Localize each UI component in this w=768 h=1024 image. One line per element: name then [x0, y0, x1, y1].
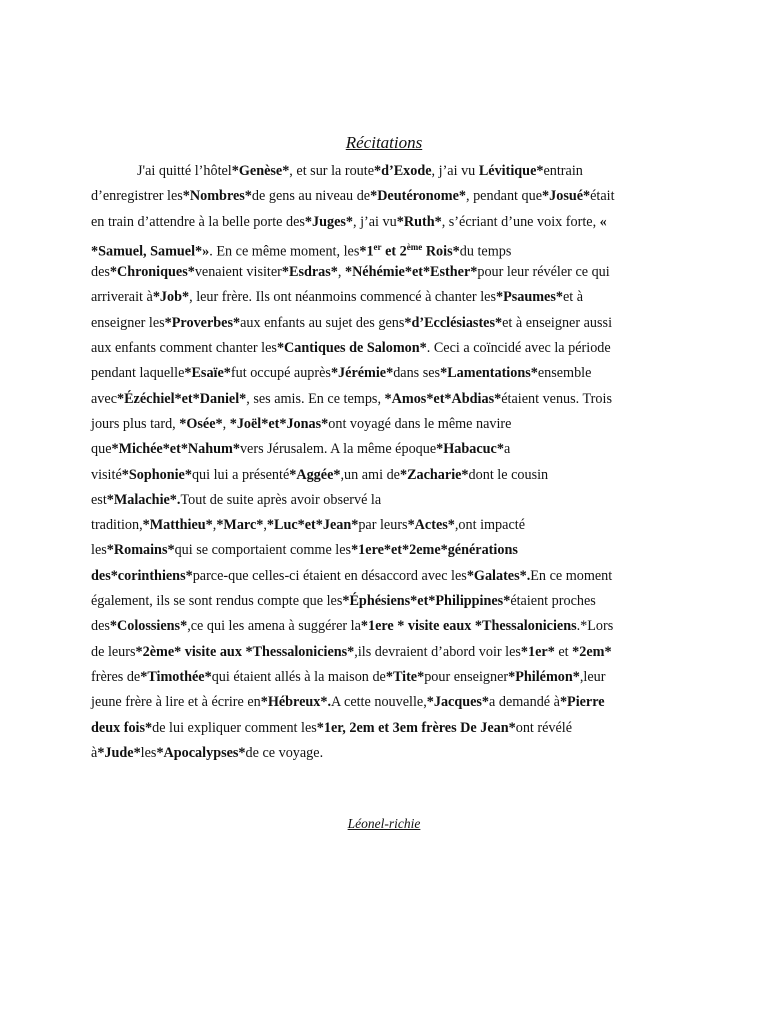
text-line: [91, 564, 663, 589]
text-run: pendant laquelle: [91, 365, 185, 382]
bold-text: *Apocalypses*: [156, 744, 246, 761]
bold-text: *Esaïe*: [184, 365, 231, 382]
text-run: en train d’attendre à la belle porte des: [91, 213, 305, 230]
bold-text: *Esdras*: [281, 264, 338, 281]
bold-text: «: [599, 213, 607, 230]
bold-text: *Malachie*.: [106, 491, 181, 508]
text-run: à: [91, 744, 98, 761]
bold-text: *Néhémie*et*Esther*: [344, 264, 478, 281]
bold-text: *Ruth*: [396, 213, 442, 230]
bold-text: *1ere * visite eaux *Thessaloniciens: [360, 618, 577, 635]
text-run: dans ses: [393, 365, 441, 382]
text-run: de lui expliquer comment les: [152, 719, 317, 736]
text-run: venaient visiter: [194, 264, 282, 281]
text-run: tradition,: [91, 517, 143, 534]
text-run: , j’ai vu: [431, 163, 479, 179]
text-run: .*Lors: [576, 618, 614, 635]
text-run: de leurs: [91, 643, 136, 660]
text-run: pour leur révéler ce qui: [477, 264, 610, 281]
bold-text: *Deutéronome*: [370, 188, 466, 205]
text-run: des: [91, 618, 110, 635]
text-run: fut occupé auprès: [230, 365, 331, 382]
bold-text: *Joël*et*Jonas*: [229, 415, 329, 432]
text-run: ,: [337, 264, 345, 281]
text-run: J'ai quitté l’hôtel: [137, 163, 232, 179]
text-run: ,: [263, 517, 267, 534]
text-line: [91, 463, 663, 488]
text-run: pour enseigner: [424, 668, 509, 685]
text-run: visité: [91, 466, 122, 483]
text-run: a: [503, 441, 511, 458]
text-run: ,un ami de: [340, 466, 400, 483]
bold-text: *Ézéchiel*et*Daniel*: [117, 390, 247, 407]
bold-text: *Amos*et*Abdias*: [384, 390, 502, 407]
text-run: ,: [222, 415, 230, 432]
bold-text: *Luc*et*Jean*: [266, 517, 359, 534]
bold-text: *Michée*et*Nahum*: [111, 441, 240, 458]
text-line: [91, 184, 663, 209]
text-run: ont voyagé dans le même navire: [328, 415, 512, 432]
text-run: , leur frère. Ils ont néanmoins commencé à chanter les: [189, 289, 496, 306]
bold-text: *Pierre: [559, 694, 605, 711]
text-run: qui étaient allés à la maison de: [211, 668, 386, 685]
bold-text: *d’Exode: [374, 163, 432, 179]
text-run: arriverait à: [91, 289, 153, 306]
text-run: , et sur la route: [289, 163, 374, 179]
bold-text: des*corinthiens*: [91, 567, 193, 584]
text-line: [91, 665, 663, 690]
bold-text: *Genèse*: [231, 163, 290, 179]
text-run: avec: [91, 390, 117, 407]
text-run: jeune frère à lire et à écrire en: [91, 694, 261, 711]
text-run: est: [91, 491, 107, 508]
text-line: [91, 235, 663, 260]
text-line: [91, 741, 663, 766]
bold-text: *Philémon*: [508, 668, 580, 685]
bold-text: *Juges*: [304, 213, 353, 230]
text-run: et: [554, 643, 573, 660]
text-line: [91, 336, 663, 361]
bold-text: *Samuel, Samuel*»: [91, 243, 210, 260]
bold-text: *2em*: [572, 643, 612, 660]
text-line: [91, 159, 663, 184]
text-run: et à: [562, 289, 584, 306]
text-run: également, ils se sont rendus compte que les: [91, 593, 343, 610]
text-line: [91, 437, 663, 462]
document-title: Récitations: [345, 133, 423, 152]
text-run: aux enfants au sujet des gens: [240, 314, 405, 331]
bold-text: Rois*: [422, 243, 460, 260]
text-run: des: [91, 264, 110, 281]
text-run: Tout de suite après avoir observé la: [180, 491, 382, 508]
bold-text: Lévitique*: [478, 163, 544, 179]
bold-text: *Romains*: [106, 542, 175, 559]
text-run: ,leur: [579, 668, 606, 685]
bold-text: *Psaumes*: [495, 289, 563, 306]
text-run: ont révélé: [515, 719, 573, 736]
bold-text: *Zacharie*: [399, 466, 469, 483]
text-run: ensemble: [537, 365, 592, 382]
text-run: jours plus tard,: [91, 415, 180, 432]
bold-text: *Hébreux*.: [260, 694, 332, 711]
bold-text: *Nombres*: [182, 188, 252, 205]
bold-text: *Sophonie*: [121, 466, 192, 483]
text-run: de gens au niveau de: [251, 188, 371, 205]
text-line: [91, 640, 663, 665]
bold-text: *Marc*: [216, 517, 264, 534]
bold-text: *Colossiens*: [109, 618, 188, 635]
text-run: les: [140, 744, 157, 761]
bold-text: ème: [406, 241, 423, 252]
text-run: En ce moment: [530, 567, 613, 584]
bold-text: *Tite*: [385, 668, 425, 685]
bold-text: *Éphésiens*et*Philippines*: [342, 593, 511, 610]
document-body: [91, 159, 663, 766]
text-run: du temps: [459, 243, 512, 260]
text-run: , pendant que: [465, 188, 543, 205]
text-run: , j’ai vu: [353, 213, 397, 230]
bold-text: *Job*: [152, 289, 190, 306]
bold-text: *Actes*: [407, 517, 455, 534]
bold-text: *Matthieu*: [142, 517, 213, 534]
text-run: ,ce qui les amena à suggérer la: [187, 618, 361, 635]
text-run: . En ce même moment, les: [209, 243, 360, 260]
bold-text: er: [373, 241, 382, 252]
text-run: les: [91, 542, 107, 559]
text-line: [91, 614, 663, 639]
text-run: aux enfants comment chanter les: [91, 340, 277, 357]
text-line: [91, 716, 663, 741]
text-run: , s’écriant d’une voix forte,: [441, 213, 600, 230]
text-run: qui se comportaient comme les: [174, 542, 352, 559]
signature: Léonel-richie: [347, 816, 421, 831]
text-line: [91, 589, 663, 614]
bold-text: *Jérémie*: [330, 365, 394, 382]
text-run: . Ceci a coïncidé avec la période: [426, 340, 611, 357]
text-run: A cette nouvelle,: [331, 694, 427, 711]
text-line: [91, 538, 663, 563]
bold-text: *Josué*: [542, 188, 591, 205]
text-run: ,: [212, 517, 217, 534]
text-run: d’enregistrer les: [91, 188, 183, 205]
bold-text: *d’Ecclésiastes*: [404, 314, 503, 331]
bold-text: deux fois*: [91, 719, 153, 736]
text-run: dont le cousin: [468, 466, 549, 483]
bold-text: *1er, 2em et 3em frères De Jean*: [316, 719, 516, 736]
bold-text: *Aggée*: [289, 466, 341, 483]
text-line: [91, 361, 663, 386]
bold-text: *Habacuc*: [436, 441, 504, 458]
text-run: était: [590, 188, 615, 205]
text-run: étaient proches: [510, 593, 596, 610]
text-line: [91, 260, 663, 285]
text-run: ,ont impacté: [454, 517, 525, 534]
bold-text: *Osée*: [179, 415, 223, 432]
bold-text: *Proverbes*: [164, 314, 241, 331]
text-line: [91, 412, 663, 437]
bold-text: *1er*: [520, 643, 555, 660]
text-run: et à enseigner aussi: [502, 314, 613, 331]
text-run: entrain: [543, 163, 583, 179]
text-line: [91, 488, 663, 513]
text-run: a demandé à: [489, 694, 560, 711]
bold-text: *Timothée*: [140, 668, 212, 685]
bold-text: *Lamentations*: [440, 365, 538, 382]
text-line: [91, 311, 663, 336]
text-line: [91, 513, 663, 538]
text-run: de ce voyage.: [245, 744, 324, 761]
bold-text: *1: [359, 243, 374, 260]
text-run: par leurs: [358, 517, 408, 534]
text-line: [91, 285, 663, 310]
text-line: [91, 387, 663, 412]
bold-text: *Galates*.: [466, 567, 531, 584]
bold-text: *Cantiques de Salomon*: [276, 340, 427, 357]
bold-text: *1ere*et*2eme*générations: [351, 542, 518, 559]
text-run: enseigner les: [91, 314, 165, 331]
text-run: ,ils devraient d’abord voir les: [354, 643, 521, 660]
text-line: [91, 210, 663, 235]
text-run: que: [91, 441, 112, 458]
text-run: étaient venus. Trois: [501, 390, 612, 407]
bold-text: *Jude*: [97, 744, 141, 761]
text-run: parce-que celles-ci étaient en désaccord avec les: [192, 567, 467, 584]
bold-text: *Jacques*: [426, 694, 490, 711]
text-run: vers Jérusalem. A la même époque: [239, 441, 437, 458]
bold-text: *Chroniques*: [109, 264, 195, 281]
text-line: [91, 690, 663, 715]
bold-text: et 2: [381, 243, 407, 260]
text-run: frères de: [91, 668, 141, 685]
text-run: , ses amis. En ce temps,: [246, 390, 385, 407]
text-run: qui lui a présenté: [191, 466, 290, 483]
bold-text: *2ème* visite aux *Thessaloniciens*: [135, 643, 355, 660]
